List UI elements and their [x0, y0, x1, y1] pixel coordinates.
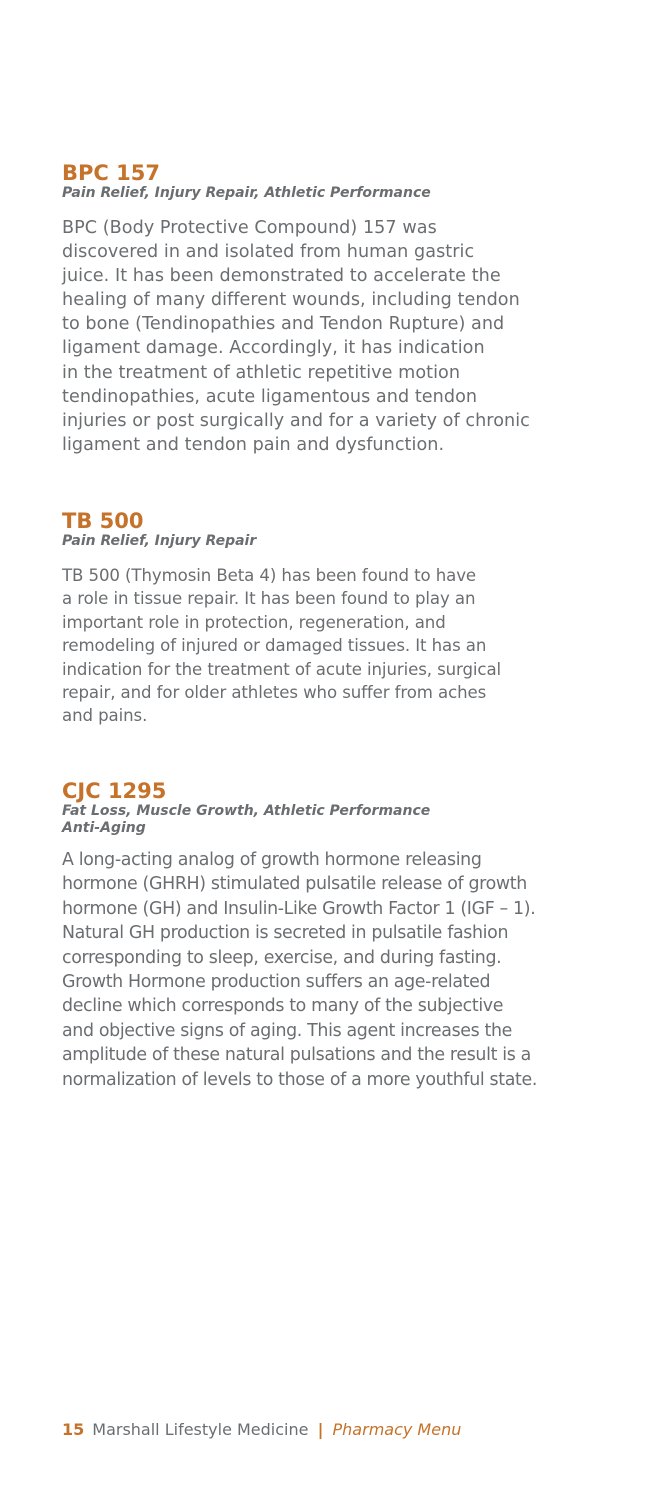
body-line: and pains.: [62, 706, 148, 726]
body-line: A long-acting analog of growth hormone releasing: [62, 850, 482, 870]
publisher-name: Marshall Lifestyle Medicine: [92, 1420, 309, 1439]
section-cjc-1295: [62, 780, 622, 1092]
subtitle-line: Pain Relief, Injury Repair, Athletic Performance: [62, 185, 431, 201]
section-title: BPC 157: [62, 161, 160, 185]
body-line: ligament damage. Accordingly, it has indication: [62, 338, 485, 359]
page-footer: [62, 1420, 461, 1440]
body-line: indication for the treatment of acute injuries, surgical: [62, 659, 502, 679]
body-line: tendinopathies, acute ligamentous and tendon: [62, 386, 478, 407]
section-subtitle: [62, 533, 622, 550]
body-line: Natural GH production is secreted in pulsatile fashion: [62, 923, 509, 944]
subtitle-line: Anti-Aging: [62, 820, 146, 836]
body-line: TB 500 (Thymosin Beta 4) has been found to have: [62, 566, 477, 585]
body-line: a role in tissue repair. It has been found to play an: [62, 589, 476, 609]
body-line: juice. It has been demonstrated to accelerate the: [62, 266, 501, 287]
body-line: discovered in and isolated from human gastric: [62, 242, 475, 263]
body-line: ligament and tendon pain and dysfunction.: [62, 434, 445, 455]
footer-separator: |: [317, 1420, 324, 1439]
section-title: TB 500: [62, 509, 144, 533]
body-line: and objective signs of aging. This agent increases the: [62, 1020, 513, 1041]
body-line: repair, and for older athletes who suffer from aches: [62, 683, 487, 703]
body-line: in the treatment of athletic repetitive motion: [62, 362, 461, 383]
body-line: amplitude of these natural pulsations and the result is a: [62, 1045, 531, 1066]
body-line: hormone (GHRH) stimulated pulsatile release of growth: [62, 874, 527, 895]
page-number: 15: [62, 1420, 85, 1439]
body-line: to bone (Tendinopathies and Tendon Rupture) and: [62, 314, 505, 335]
body-line: Growth Hormone production suffers an age-related: [62, 972, 491, 993]
section-subtitle: [62, 185, 622, 202]
section-body: [62, 216, 622, 457]
body-line: decline which corresponds to many of the subjective: [62, 996, 504, 1017]
section-bpc-157: [62, 162, 622, 457]
section-body: [62, 564, 622, 728]
body-line: normalization of levels to those of a more youthful state.: [62, 1069, 538, 1090]
section-title: CJC 1295: [62, 779, 167, 803]
body-line: BPC (Body Protective Compound) 157 was: [62, 218, 437, 238]
footer-section-name: Pharmacy Menu: [332, 1420, 462, 1439]
section-body: [62, 848, 622, 1092]
body-line: injuries or post surgically and for a variety of chronic: [62, 410, 530, 431]
body-line: hormone (GH) and Insulin-Like Growth Factor 1 (IGF – 1).: [62, 898, 536, 919]
body-line: healing of many different wounds, including tendon: [62, 290, 520, 311]
subtitle-line: Fat Loss, Muscle Growth, Athletic Performance: [62, 803, 431, 819]
body-line: important role in protection, regeneration, and: [62, 612, 446, 632]
section-subtitle: [62, 803, 622, 837]
body-line: remodeling of injured or damaged tissues. It has an: [62, 636, 487, 656]
subtitle-line: Pain Relief, Injury Repair: [62, 533, 257, 549]
body-line: corresponding to sleep, exercise, and during fasting.: [62, 947, 502, 968]
section-tb-500: [62, 510, 622, 728]
